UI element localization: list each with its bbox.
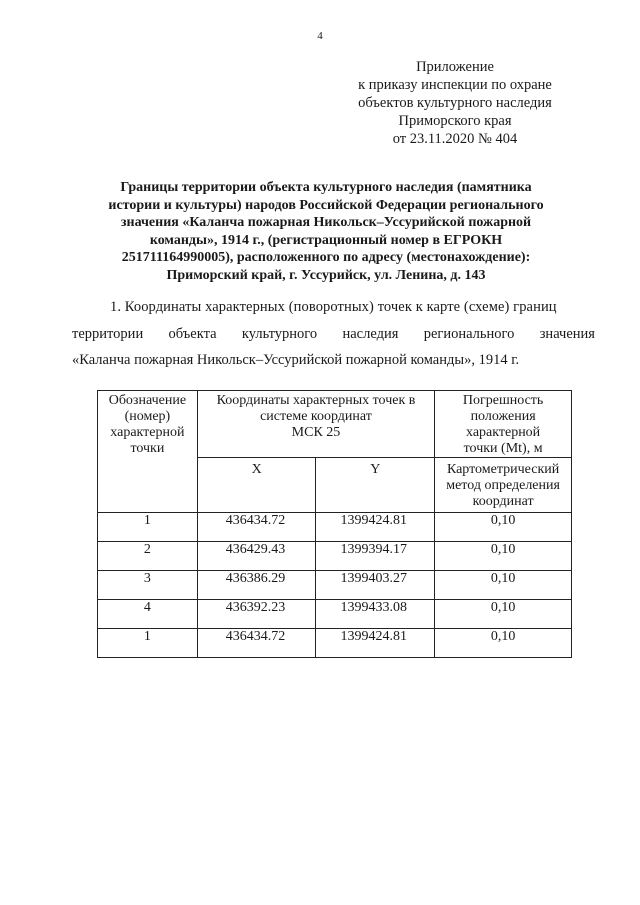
cell-mt: 0,10	[435, 513, 572, 542]
paragraph-word: территории	[72, 326, 144, 342]
cell-point: 3	[98, 571, 198, 600]
cell-point: 1	[98, 513, 198, 542]
paragraph-line: «Каланча пожарная Никольск–Уссурийской пожарной команды», 1914 г.	[72, 352, 520, 368]
header-text: Обозначение	[108, 393, 187, 408]
document-heading	[95, 179, 557, 284]
cell-x: 436434.72	[197, 629, 316, 658]
cell-point: 2	[98, 542, 198, 571]
appendix-title: Приложение	[416, 59, 494, 75]
header-coordinates	[197, 391, 434, 458]
appendix-block	[340, 58, 570, 148]
cell-point: 1	[98, 629, 198, 658]
page-number: 4	[317, 30, 323, 42]
header-text: характерной	[110, 425, 185, 440]
cell-mt: 0,10	[435, 629, 572, 658]
header-y: Y	[316, 458, 435, 513]
paragraph-line: 1. Координаты характерных (поворотных) точек к карте (схеме) границ	[110, 299, 557, 315]
paragraph-word: культурного	[241, 326, 318, 342]
header-text: координат	[472, 494, 534, 509]
appendix-order-date: от 23.11.2020 № 404	[392, 131, 518, 147]
header-point-designation	[98, 391, 198, 513]
cell-x: 436386.29	[197, 571, 316, 600]
header-text: метод определения	[446, 478, 560, 493]
header-text: точки	[130, 441, 165, 456]
cell-y: 1399424.81	[316, 513, 435, 542]
cell-mt: 0,10	[435, 542, 572, 571]
header-text: положения	[470, 409, 536, 424]
appendix-line: Приморского края	[398, 113, 512, 129]
cell-x: 436429.43	[197, 542, 316, 571]
cell-y: 1399433.08	[316, 600, 435, 629]
cell-x: 436434.72	[197, 513, 316, 542]
header-text: МСК 25	[291, 425, 341, 440]
header-text: системе координат	[260, 409, 372, 424]
header-text: точки (Mt), м	[463, 441, 543, 456]
cell-y: 1399424.81	[316, 629, 435, 658]
header-text: Картометрический	[446, 462, 560, 477]
table-row	[98, 571, 572, 600]
table-row	[98, 600, 572, 629]
heading-line: Границы территории объекта культурного наследия (памятника	[120, 180, 532, 195]
paragraph-word: наследия	[342, 326, 399, 342]
appendix-line: объектов культурного наследия	[358, 95, 552, 111]
header-x: X	[197, 458, 316, 513]
paragraph-word: объекта	[168, 326, 217, 342]
table-row	[98, 629, 572, 658]
heading-line: 251711164990005), расположенного по адресу (местонахождение):	[121, 250, 531, 265]
heading-line: значения «Каланча пожарная Никольск–Уссурийской пожарной	[120, 215, 532, 230]
paragraph-justified-line	[72, 326, 595, 343]
header-accuracy	[435, 391, 572, 458]
header-method	[435, 458, 572, 513]
table-row	[98, 513, 572, 542]
header-text: Координаты характерных точек в	[216, 393, 416, 408]
coordinates-table	[97, 390, 572, 658]
heading-line: команды», 1914 г., (регистрационный номер в ЕГРОКН	[149, 232, 503, 248]
cell-y: 1399403.27	[316, 571, 435, 600]
cell-x: 436392.23	[197, 600, 316, 629]
cell-y: 1399394.17	[316, 542, 435, 571]
appendix-line: к приказу инспекции по охране	[358, 77, 552, 93]
heading-line: истории и культуры) народов Российской Федерации регионального	[108, 197, 544, 213]
cell-mt: 0,10	[435, 600, 572, 629]
paragraph-word: регионального	[423, 326, 515, 342]
header-text: Погрешность	[462, 393, 544, 408]
header-text: характерной	[466, 425, 541, 440]
table-row	[98, 542, 572, 571]
paragraph-word: значения	[539, 326, 595, 342]
cell-mt: 0,10	[435, 571, 572, 600]
cell-point: 4	[98, 600, 198, 629]
table-header-row	[98, 391, 572, 458]
header-text: (номер)	[124, 409, 171, 424]
heading-line: Приморский край, г. Уссурийск, ул. Ленина, д. 143	[166, 267, 486, 283]
